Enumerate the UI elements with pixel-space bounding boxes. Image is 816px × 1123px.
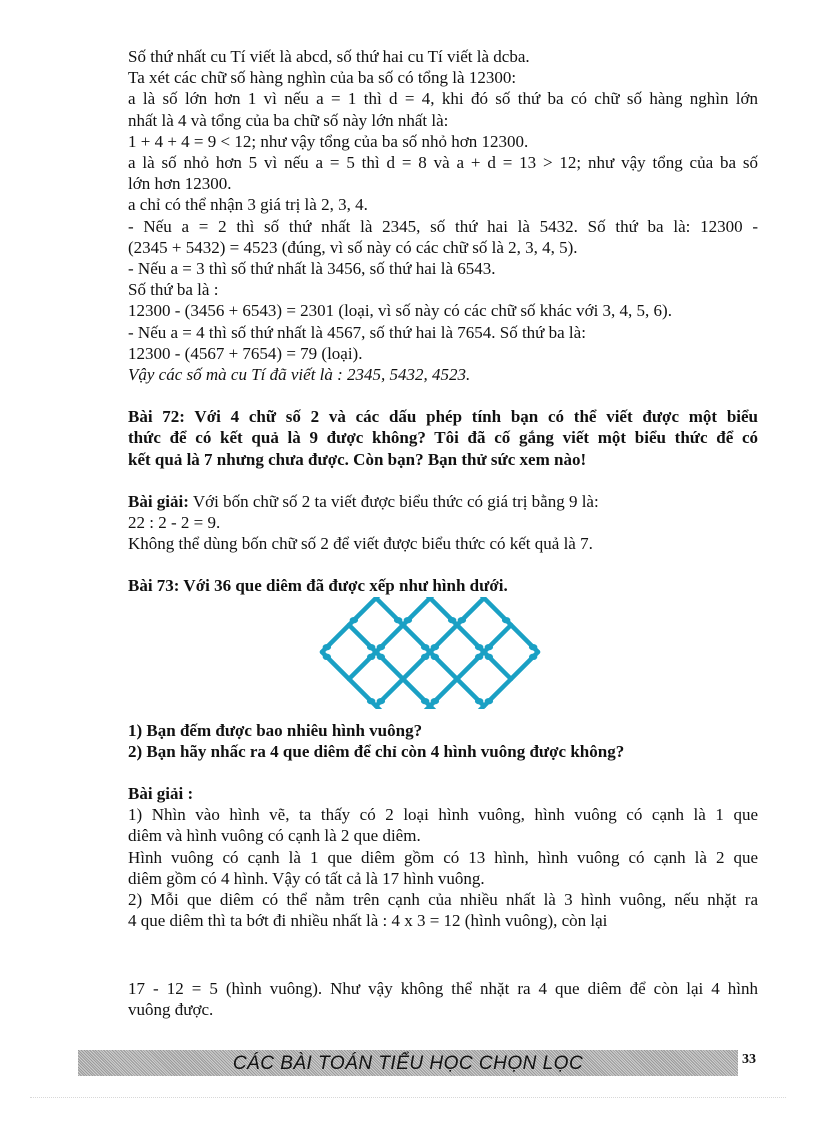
matchstick-head: [475, 653, 483, 659]
matchstick: [430, 597, 457, 598]
matchstick-head: [394, 617, 402, 623]
page-number: 33: [742, 1052, 756, 1067]
text-line: 1) Nhìn vào hình vẽ, ta thấy có 2 loại hình vuông, hình vuông có cạnh là 1 que: [128, 805, 758, 825]
matchstick-head: [431, 653, 439, 659]
text-line: Số thứ ba là :: [128, 280, 219, 300]
matchstick-head: [404, 617, 412, 623]
matchstick-head: [350, 617, 358, 623]
problem-72-title: kết quả là 7 nhưng chưa được. Còn bạn? Bạn thử sức xem nào!: [128, 449, 587, 469]
matchstick-head: [458, 617, 466, 623]
text-line: 12300 - (4567 + 7654) = 79 (loại).: [128, 343, 363, 363]
matchstick: [376, 597, 403, 598]
matchstick-head: [475, 698, 483, 704]
text-line: - Nếu a = 4 thì số thứ nhất là 4567, số thứ hai là 7654. Số thứ ba là:: [128, 322, 586, 342]
text-line: 22 : 2 - 2 = 9.: [128, 513, 221, 533]
matchstick-head: [431, 644, 439, 650]
text-line: diêm và hình vuông có cạnh là 2 que diêm.: [128, 826, 421, 846]
matchstick: [376, 706, 403, 709]
question-2: 2) Bạn hãy nhấc ra 4 que diêm để chỉ còn 4 hình vuông được không?: [128, 741, 625, 761]
page-edge-divider: [30, 1097, 786, 1098]
text-line: a chỉ có thể nhận 3 giá trị là 2, 3, 4.: [128, 195, 368, 215]
matchstick-head: [377, 698, 385, 704]
matchstick-head: [448, 617, 456, 623]
text-line: 17 - 12 = 5 (hình vuông). Như vậy không thể nhặt ra 4 que diêm để còn lại 4 hình: [128, 978, 758, 998]
matchstick-head: [377, 653, 385, 659]
problem-72-title: Bài 72: Với 4 chữ số 2 và các dấu phép tính bạn có thể viết được một biểu: [128, 407, 758, 427]
matchstick-head: [421, 644, 429, 650]
matchstick-head: [323, 644, 331, 650]
question-1: 1) Bạn đếm được bao nhiêu hình vuông?: [128, 720, 423, 740]
matchstick: [457, 597, 484, 598]
matchstick-head: [377, 644, 385, 650]
text-line: a là số lớn hơn 1 vì nếu a = 1 thì d = 4, khi đó số thứ ba có chữ số hàng nghìn lớn: [128, 89, 758, 109]
text-line: Số thứ nhất cu Tí viết là abcd, số thứ hai cu Tí viết là dcba.: [128, 47, 530, 66]
text-line: 4 que diêm thì ta bớt đi nhiều nhất là : 4 x 3 = 12 (hình vuông), còn lại: [128, 911, 608, 931]
text-line: vuông được.: [128, 999, 214, 1019]
matchstick-head: [367, 653, 375, 659]
matchstick-head: [475, 644, 483, 650]
solution-label: Bài giải:: [128, 491, 189, 511]
problem-73-title: Bài 73: Với 36 que diêm đã được xếp như hình dưới.: [128, 576, 508, 596]
matchstick-head: [367, 698, 375, 704]
matchstick: [457, 706, 484, 709]
footer-banner: [78, 1050, 738, 1076]
matchstick-head: [431, 698, 439, 704]
text-line: - Nếu a = 3 thì số thứ nhất là 3456, số thứ hai là 6543.: [128, 259, 496, 279]
solution-label: Bài giải :: [128, 784, 194, 804]
text-line: diêm gồm có 4 hình. Vậy có tất cả là 17 hình vuông.: [128, 868, 485, 888]
matchstick-head: [529, 644, 537, 650]
text-line: (2345 + 5432) = 4523 (đúng, vì số này có các chữ số là 2, 3, 4, 5).: [128, 237, 578, 257]
conclusion-line: Vậy các số mà cu Tí đã viết là : 2345, 5432, 4523.: [128, 365, 471, 385]
problem-72-title: thức để có kết quả là 9 được không? Tôi đã cố gắng viết một biểu thức để có: [128, 428, 758, 448]
text-line: Không thể dùng bốn chữ số 2 để viết được biểu thức có kết quả là 7.: [128, 534, 593, 554]
matchstick: [403, 706, 430, 709]
matchstick: [403, 597, 430, 598]
text-line: 1 + 4 + 4 = 9 < 12; như vậy tổng của ba số nhỏ hơn 12300.: [128, 131, 529, 151]
matchstick-head: [421, 653, 429, 659]
text-line: lớn hơn 12300.: [128, 174, 232, 194]
matchstick-head: [485, 653, 493, 659]
matchstick-head: [485, 698, 493, 704]
matchstick-head: [367, 644, 375, 650]
matchstick-head: [421, 698, 429, 704]
text-line: - Nếu a = 2 thì số thứ nhất là 2345, số thứ hai là 5432. Số thứ ba là: 12300 -: [128, 216, 758, 236]
solution-text: Với bốn chữ số 2 ta viết được biểu thức có giá trị bằng 9 là:: [188, 491, 599, 511]
matchstick-head: [485, 644, 493, 650]
matchstick: [430, 706, 457, 709]
text-line: a là số nhỏ hơn 5 vì nếu a = 5 thì d = 8 và a + d = 13 > 12; như vậy tổng của ba số: [128, 153, 758, 173]
text-line: Ta xét các chữ số hàng nghìn của ba số có tổng là 12300:: [128, 68, 517, 88]
matchstick-head: [323, 653, 331, 659]
matchstick-lattice-icon: [314, 597, 566, 709]
matchstick-head: [502, 617, 510, 623]
text-line: 2) Mỗi que diêm có thể nằm trên cạnh của nhiều nhất là 3 hình vuông, nếu nhặt ra: [128, 890, 758, 910]
matchstick-figure: [128, 597, 758, 709]
problem-72-solution: [128, 491, 758, 512]
text-line: 12300 - (3456 + 6543) = 2301 (loại, vì số này có các chữ số khác với 3, 4, 5, 6).: [128, 301, 672, 321]
text-line: Hình vuông có cạnh là 1 que diêm gồm có 13 hình, hình vuông có cạnh là 2 que: [128, 847, 758, 867]
footer-title: CÁC BÀI TOÁN TIỂU HỌC CHỌN LỌC: [232, 1053, 584, 1074]
matchstick-head: [529, 653, 537, 659]
page-body: [128, 46, 758, 1020]
text-line: nhất là 4 và tổng của ba chữ số này lớn nhất là:: [128, 110, 449, 130]
